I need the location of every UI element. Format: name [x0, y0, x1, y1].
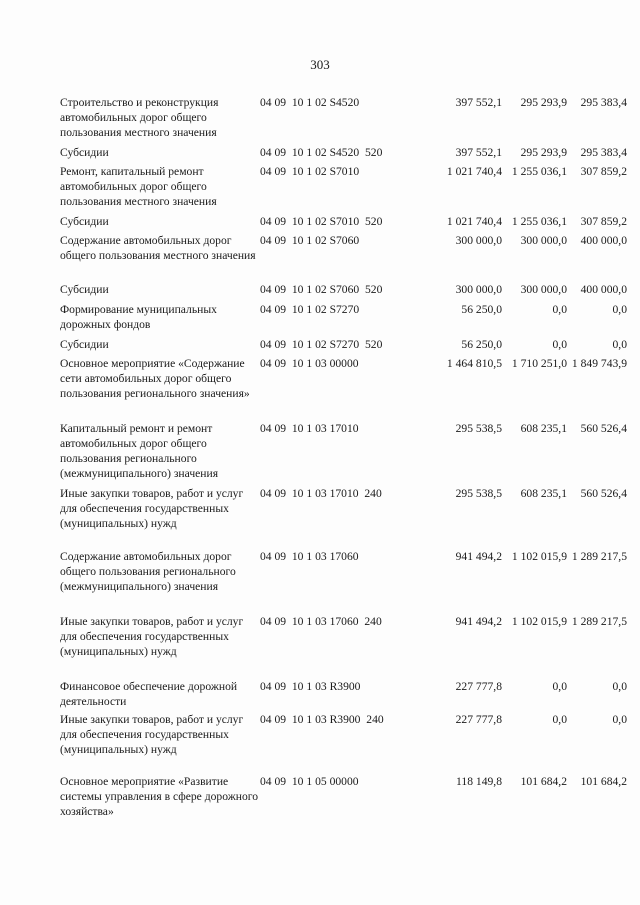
row-value-1: 1 021 740,4 — [446, 215, 502, 228]
row-value-3: 101 684,2 — [580, 775, 627, 788]
row-value-2: 1 710 251,0 — [511, 357, 567, 370]
row-name: Строительство и реконструкция автомобильных дорог общего пользования местного значения — [60, 96, 219, 139]
row-code: 04 09 10 1 03 17060 240 — [260, 615, 382, 628]
row-value-3: 400 000,0 — [580, 283, 627, 296]
row-value-1: 941 494,2 — [455, 550, 502, 563]
row-value-2: 1 255 036,1 — [511, 215, 567, 228]
row-value-1: 397 552,1 — [455, 96, 502, 109]
row-name: Основное мероприятие «Содержание сети автомобильных дорог общего пользования регионального значения» — [60, 357, 250, 400]
row-value-3: 0,0 — [612, 713, 627, 726]
row-name: Содержание автомобильных дорог общего пользования местного значения — [60, 234, 256, 262]
row-name: Основное мероприятие «Развитие системы управления в сфере дорожного хозяйства» — [60, 775, 259, 818]
row-value-3: 295 383,4 — [580, 146, 627, 159]
row-name: Капитальный ремонт и ремонт автомобильных дорог общего пользования регионального (межмуниципального) значения — [60, 422, 219, 480]
row-value-3: 0,0 — [612, 338, 627, 351]
row-code: 04 09 10 1 03 R3900 — [260, 680, 361, 693]
row-value-2: 295 293,9 — [520, 146, 567, 159]
row-name: Субсидии — [60, 215, 109, 228]
row-value-1: 1 021 740,4 — [446, 165, 502, 178]
row-name: Субсидии — [60, 338, 109, 351]
row-value-1: 941 494,2 — [455, 615, 502, 628]
row-code: 04 09 10 1 02 S4520 520 — [260, 146, 383, 159]
row-value-3: 1 849 743,9 — [571, 357, 627, 370]
row-name: Формирование муниципальных дорожных фондов — [60, 303, 217, 331]
row-name: Субсидии — [60, 283, 109, 296]
row-code: 04 09 10 1 02 S7010 — [260, 165, 360, 178]
row-value-1: 56 250,0 — [461, 338, 502, 351]
row-value-1: 118 149,8 — [456, 775, 502, 788]
row-value-3: 1 289 217,5 — [571, 615, 627, 628]
row-value-3: 307 859,2 — [580, 165, 627, 178]
row-value-3: 307 859,2 — [580, 215, 627, 228]
row-name: Ремонт, капитальный ремонт автомобильных дорог общего пользования местного значения — [60, 165, 217, 208]
row-value-2: 0,0 — [552, 713, 567, 726]
row-value-3: 1 289 217,5 — [571, 550, 627, 563]
row-code: 04 09 10 1 03 R3900 240 — [260, 713, 384, 726]
row-name: Иные закупки товаров, работ и услуг для обеспечения государственных (муниципальных) нужд — [60, 713, 244, 756]
row-value-2: 1 255 036,1 — [511, 165, 567, 178]
row-value-1: 295 538,5 — [455, 487, 502, 500]
row-value-3: 0,0 — [612, 680, 627, 693]
row-value-2: 300 000,0 — [520, 283, 567, 296]
row-code: 04 09 10 1 02 S7060 — [260, 234, 360, 247]
row-code: 04 09 10 1 03 00000 — [260, 357, 359, 370]
row-name: Содержание автомобильных дорог общего пользования регионального (межмуниципального) значения — [60, 550, 236, 593]
row-value-2: 0,0 — [552, 338, 567, 351]
row-code: 04 09 10 1 03 17010 240 — [260, 487, 382, 500]
row-name: Иные закупки товаров, работ и услуг для обеспечения государственных (муниципальных) нужд — [60, 487, 244, 530]
row-value-1: 300 000,0 — [455, 283, 502, 296]
page-number: 303 — [310, 57, 330, 72]
row-code: 04 09 10 1 03 17010 — [260, 422, 359, 435]
row-value-2: 1 102 015,9 — [511, 550, 567, 563]
row-code: 04 09 10 1 02 S7010 520 — [260, 215, 383, 228]
row-value-2: 0,0 — [552, 680, 567, 693]
row-value-1: 227 777,8 — [455, 680, 502, 693]
row-value-2: 295 293,9 — [520, 96, 567, 109]
row-value-2: 300 000,0 — [520, 234, 567, 247]
row-value-1: 295 538,5 — [455, 422, 502, 435]
row-value-1: 397 552,1 — [455, 146, 502, 159]
row-value-2: 101 684,2 — [520, 775, 567, 788]
row-name: Субсидии — [60, 146, 109, 159]
row-code: 04 09 10 1 02 S7270 — [260, 303, 360, 316]
row-code: 04 09 10 1 05 00000 — [260, 775, 359, 788]
row-value-1: 56 250,0 — [461, 303, 502, 316]
row-value-3: 560 526,4 — [580, 422, 627, 435]
row-value-1: 227 777,8 — [455, 713, 502, 726]
row-value-1: 1 464 810,5 — [446, 357, 502, 370]
row-value-3: 400 000,0 — [580, 234, 627, 247]
row-name: Иные закупки товаров, работ и услуг для обеспечения государственных (муниципальных) нужд — [60, 615, 244, 658]
row-code: 04 09 10 1 02 S4520 — [260, 96, 360, 109]
row-code: 04 09 10 1 02 S7060 520 — [260, 283, 383, 296]
row-value-3: 560 526,4 — [580, 487, 627, 500]
row-code: 04 09 10 1 02 S7270 520 — [260, 338, 383, 351]
row-value-3: 0,0 — [612, 303, 627, 316]
row-value-1: 300 000,0 — [455, 234, 502, 247]
row-name: Финансовое обеспечение дорожной деятельности — [60, 680, 238, 708]
row-value-2: 1 102 015,9 — [511, 615, 567, 628]
row-value-2: 0,0 — [552, 303, 567, 316]
row-value-2: 608 235,1 — [520, 487, 567, 500]
row-value-3: 295 383,4 — [580, 96, 627, 109]
row-value-2: 608 235,1 — [520, 422, 567, 435]
row-code: 04 09 10 1 03 17060 — [260, 550, 359, 563]
